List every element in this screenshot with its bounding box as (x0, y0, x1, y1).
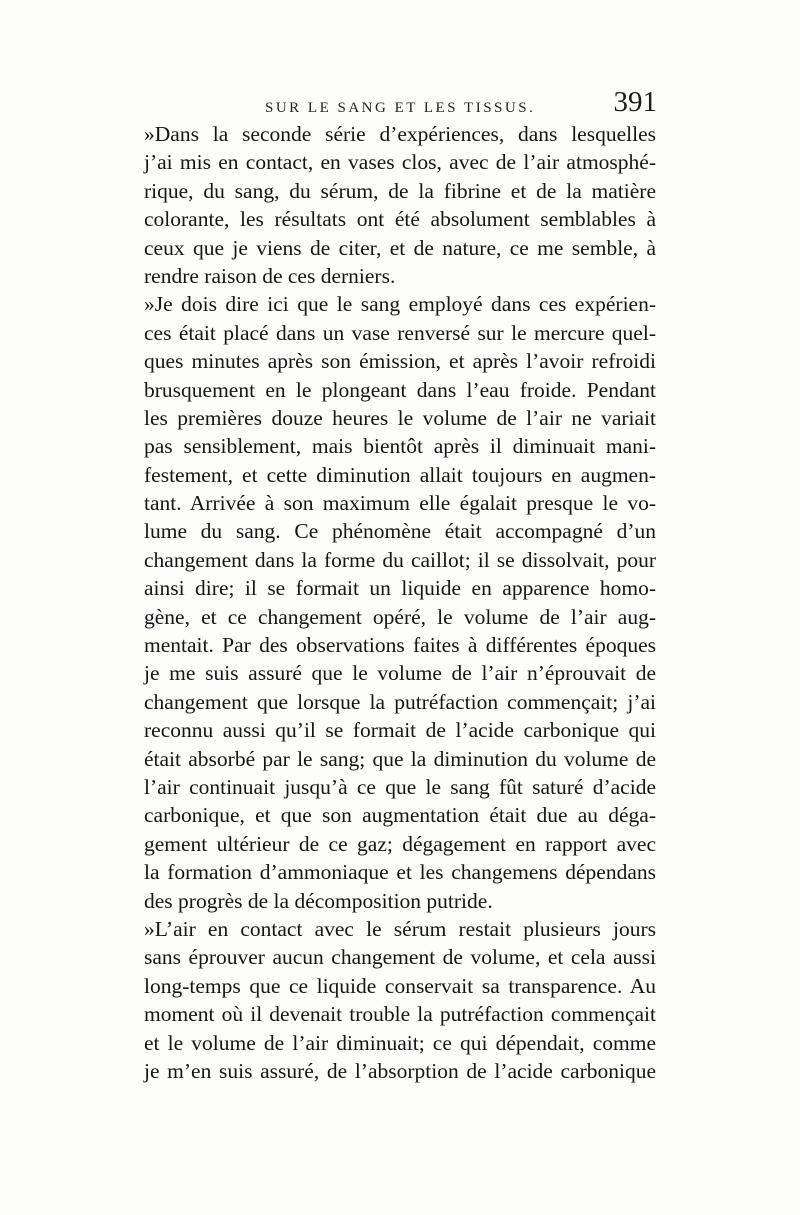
text-line: des progrès de la décomposition putride. (144, 888, 493, 913)
text-line: »L’air en contact avec le sérum restait plusieurs jours (144, 916, 656, 941)
text-line: ces était placé dans un vase renversé sur le mercure quel- (144, 320, 656, 345)
running-head (145, 86, 657, 122)
text-line: les premières douze heures le volume de l’air ne variait (144, 405, 656, 430)
text-line: la formation d’ammoniaque et les changemens dépendans (144, 860, 656, 885)
text-line: long-temps que ce liquide conservait sa transparence. Au (144, 973, 656, 998)
text-line: festement, et cette diminution allait toujours en augmen- (144, 462, 656, 487)
text-line: j’ai mis en contact, en vases clos, avec de l’air atmosphé- (144, 150, 656, 175)
text-line: gène, et ce changement opéré, le volume de l’air aug- (144, 604, 656, 629)
text-line: rendre raison de ces derniers. (144, 263, 396, 288)
text-line: tant. Arrivée à son maximum elle égalait presque le vo- (144, 491, 656, 516)
text-line: ques minutes après son émission, et après l’avoir refroidi (144, 349, 656, 374)
text-line: était absorbé par le sang; que la diminution du volume de (144, 746, 656, 771)
text-line: »Dans la seconde série d’expériences, dans lesquelles (144, 122, 656, 146)
text-line: et le volume de l’air diminuait; ce qui dépendait, comme (144, 1030, 656, 1055)
text-line: ainsi dire; il se formait un liquide en apparence homo- (144, 576, 656, 601)
text-line: reconnu aussi qu’il se formait de l’acide carbonique qui (144, 718, 656, 743)
text-line: rique, du sang, du sérum, de la fibrine et de la matière (144, 178, 656, 203)
text-line: colorante, les résultats ont été absolument semblables à (144, 207, 656, 232)
text-line: changement dans la forme du caillot; il se dissolvait, pour (144, 547, 656, 572)
text-line: ceux que je viens de citer, et de nature, ce me semble, à (144, 235, 656, 260)
text-line: moment où il devenait trouble la putréfaction commençait (144, 1002, 656, 1027)
page-number: 391 (613, 86, 657, 118)
text-line: gement ultérieur de ce gaz; dégagement en rapport avec (144, 831, 656, 856)
text-line: lume du sang. Ce phénomène était accompagné d’un (144, 519, 656, 544)
body-text (144, 120, 656, 1085)
text-line: pas sensiblement, mais bientôt après il diminuait mani- (144, 434, 656, 459)
text-line: je me suis assuré que le volume de l’air n’éprouvait de (144, 661, 656, 686)
text-line: mentait. Par des observations faites à différentes époques (144, 633, 656, 658)
text-line: brusquement en le plongeant dans l’eau froide. Pendant (144, 377, 656, 402)
text-line: »Je dois dire ici que le sang employé dans ces expérien- (144, 292, 656, 317)
text-line: changement que lorsque la putréfaction commençait; j’ai (144, 689, 656, 714)
running-title: SUR LE SANG ET LES TISSUS. (265, 100, 536, 116)
text-line: l’air continuait jusqu’à ce que le sang fût saturé d’acide (144, 774, 656, 799)
text-line: carbonique, et que son augmentation était due au déga- (144, 803, 656, 828)
text-line: je m’en suis assuré, de l’absorption de l’acide carbonique (144, 1058, 656, 1083)
text-line: sans éprouver aucun changement de volume, et cela aussi (144, 945, 656, 970)
